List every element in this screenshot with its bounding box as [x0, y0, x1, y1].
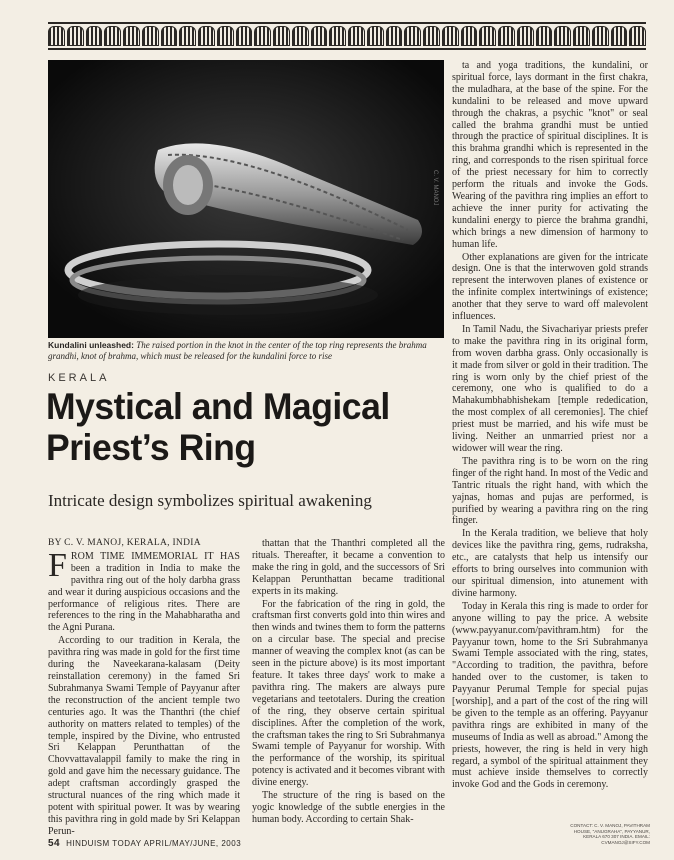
caption-text: The raised portion in the knot in the center of the top ring represents the brahma grandhi, knot of brahma, which must be released for the kundalini force to rise	[48, 340, 427, 361]
paragraph: According to our tradition in Kerala, the pavithra ring was made in gold for the first time during the Naveekarana-kalasam (Deity reinstallation ceremony) in the famed Sri Subrahmanya Swami Temple of Payyanur after the reconstruction of the ancient temple two centuries ago. It was the Thanthri (the chief authority on matters related to temples) of the temple, inspired by the Divine, who entrusted Sri Kelappan Perunthattan of the Chovvattavalappil family to make the ring in gold and gave him the necessary guidance. The adept craftsman accordingly grasped the structural nuances of the ring which made it potent with spiritual power. It was by wearing this pavithra ring in gold made by Sri Kelappan Perun-	[48, 635, 240, 837]
paragraph: ta and yoga traditions, the kundalini, or spiritual force, lays dormant in the first chakra, the muladhara, at the base of the spine. For the kundalini to be released and move upward through the chakras, a psychic "knot" or seal called the brahma grandhi must be untied through the practice of spiritual disciplines. It is this brahma grandhi which is represented in the ring, and corresponds to the risen spiritual force of the priest necessary for him to correctly perform the rituals and invoke the Gods. Wearing of the pavithra ring implies an effort to achieve the inner purity for activating the kundalini energy to pierce the brahma grandhi, which brings a new dimension of harmony to human life.	[452, 60, 648, 250]
section-label: KERALA	[48, 372, 110, 384]
pavithra-ring-image	[48, 60, 444, 338]
article-deck: Intricate design symbolizes spiritual awakening	[48, 491, 372, 510]
byline: BY C. V. MANOJ, KERALA, INDIA	[48, 538, 201, 548]
photo-credit: C. V. MANOJ	[432, 170, 438, 206]
photo-caption	[48, 340, 446, 362]
column-3	[452, 60, 648, 792]
contact-info: CONTACT: C. V. MANOJ, PAVITHRAM HOUSE, "ANUGRAHA", PAYYANUR, KERALA 670 307 INDIA. EMAIL: CVMANOJ@SIFY.COM	[570, 823, 650, 845]
paragraph: thattan that the Thanthri completed all the rituals. Thereafter, it became a convention to make the ring in gold, and the successors of Sri Kelappan Perunthattan became traditional experts in its making.	[252, 538, 445, 597]
ring-photo	[48, 60, 444, 338]
paragraph: Today in Kerala this ring is made to order for anyone willing to pay the price. A website (www.payyanur.com/pavithram.htm) for the Payyanur town, home to the Sri Subrahmanya Swami Temple associated with the ring, states, "According to tradition, the pavithra, before handed over to the customer, is taken to Payyanur Perumal Temple for special pujas [worship], and a part of the cost of the ring will be given to the temple as an offering. Payyanur pavithra rings are exhibited in many of the museums of India as well as abroad." Among the priests, however, the ring is held in very high regard, a symbol of the spiritual attainment they must achieve inside themselves to correctly invoke God and the Gods in ceremony.	[452, 600, 648, 791]
caption-lead: Kundalini unleashed:	[48, 340, 134, 350]
paragraph: In the Kerala tradition, we believe that holy devices like the pavithra ring, gems, rudraksha, etc., are catalysts that help us intensify our efforts to bring ourselves into communion with our spiritual dimension, into atunement with divine harmony.	[452, 528, 648, 599]
paragraph: FROM TIME IMMEMORIAL IT HAS been a tradition in India to make the pavithra ring out of the holy darbha grass and wear it during auspicious occasions and the performance of religious rites. There are references to the ring in the Mahabharatha and the Agni Purana.	[48, 546, 240, 634]
paragraph: In Tamil Nadu, the Sivachariyar priests prefer to make the pavithra ring in its original form, from woven darbha grass. Only occasionally is it made from silver or gold in their tradition. The ring is worn only by the chief priest of the ceremony, one who is qualified to do a Mahakumbhabhishekam [temple rededication, the most complex of all ceremonies]. The chief priest must be married, and his wife must be living. Neither an unmarried priest nor a widower will wear the ring.	[452, 323, 648, 454]
publication-info: HINDUISM TODAY APRIL/MAY/JUNE, 2003	[66, 839, 242, 848]
drop-cap: F	[48, 546, 67, 584]
paragraph: The structure of the ring is based on the yogic knowledge of the subtle energies in the human body. According to certain Shak-	[252, 790, 445, 825]
decorative-temple-border	[48, 22, 646, 50]
paragraph: Other explanations are given for the intricate design. One is that the interwoven gold strands represent the interwoven planes of existence or the infinite complex intertwinings of existence; another that they serve to ward off malevolent influences.	[452, 251, 648, 323]
article-headline: Mystical and Magical Priest’s Ring	[46, 386, 390, 468]
paragraph: For the fabrication of the ring in gold, the craftsman first converts gold into thin wires and then winds and twines them to form the patterns on a circular base. The special and precise manner of weaving the complex knot (as can be seen in the picture above) is its most important feature. It takes three days' work to make a pavithra ring. The makers are always pure vegetarians and teetotalers. During the creation of the ring, they observe certain spiritual disciplines. After the completion of the work, the craftsman takes the ring to Sri Subrahmanya Swami temple of Payyanur for worship. With the performance of the worship, its spiritual potency is activated and it becomes vibrant with divine energy.	[252, 598, 445, 789]
page-number: 54	[48, 838, 61, 849]
page-footer	[48, 838, 241, 849]
column-2	[252, 538, 445, 827]
paragraph: The pavithra ring is to be worn on the ring finger of the right hand. In most of the Vedic and Tantric rituals the right hand, with which the yajnas, homas and pujas are performed, is purified by wearing a pavithra ring on the ring finger.	[452, 455, 648, 527]
column-1	[48, 538, 240, 839]
